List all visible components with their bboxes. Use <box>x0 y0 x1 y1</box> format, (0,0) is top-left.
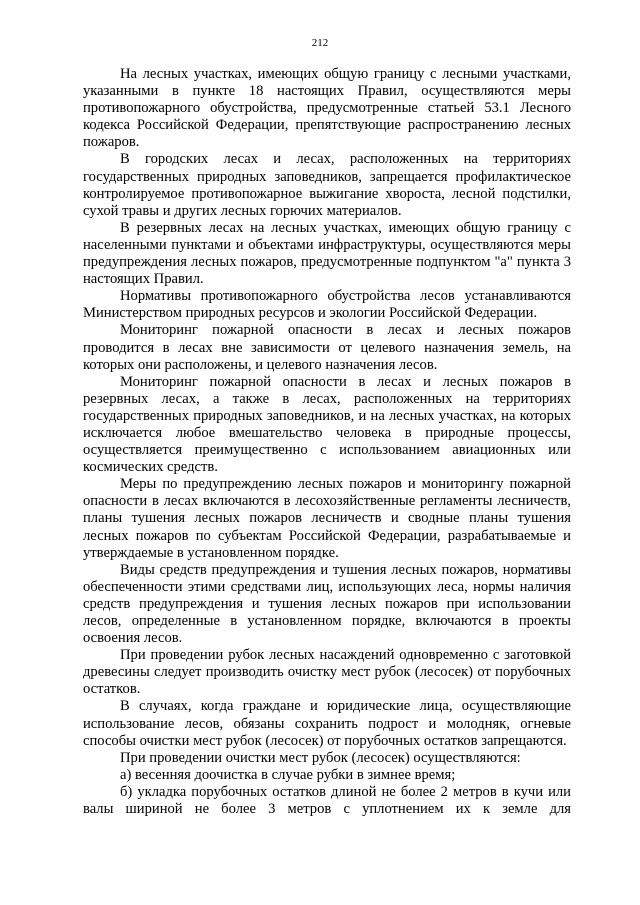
paragraph: Меры по предупреждению лесных пожаров и мониторингу пожарной опасности в лесах включаются в лесохозяйственные регламенты лесничеств, планы тушения лесных пожаров лесничеств и сводные планы тушения лесных пожаров по субъектам Российской Федерации, разрабатываемые и утверждаемые в установленном порядке. <box>83 476 571 561</box>
paragraph: В случаях, когда граждане и юридические лица, осуществляющие использование лесов, обязаны сохранить подрост и молодняк, огневые способы очистки мест рубок (лесосек) от порубочных остатков запрещаются. <box>83 698 571 749</box>
paragraph: В городских лесах и лесах, расположенных на территориях государственных природных заповедников, запрещается профилактическое контролируемое противопожарное выжигание хвороста, лесной подстилки, сухой травы и других лесных горючих материалов. <box>83 151 571 219</box>
document-body <box>83 66 571 818</box>
paragraph: При проведении рубок лесных насаждений одновременно с заготовкой древесины следует производить очистку мест рубок (лесосек) от порубочных остатков. <box>83 647 571 698</box>
paragraph: Виды средств предупреждения и тушения лесных пожаров, нормативы обеспеченности этими средствами лиц, использующих леса, нормы наличия средств предупреждения и тушения лесных пожаров при использовании лесов, определенные в установленном порядке, включаются в проекты освоения лесов. <box>83 561 571 647</box>
paragraph: На лесных участках, имеющих общую границу с лесными участками, указанными в пункте 18 настоящих Правил, осуществляются меры противопожарного обустройства, предусмотренные статьей 53.1 Лесного кодекса Российской Федерации, препятствующие распространению лесных пожаров. <box>83 66 571 151</box>
page-number: 212 <box>311 37 329 49</box>
paragraph: б) укладка порубочных остатков длиной не более 2 метров в кучи или валы шириной не более 3 метров с уплотнением их к земле для <box>83 783 571 818</box>
paragraph: В резервных лесах на лесных участках, имеющих общую границу с населенными пунктами и объектами инфраструктуры, осуществляются меры предупреждения лесных пожаров, предусмотренные подпунктом "а" пункта 3 настоящих Правил. <box>83 219 571 288</box>
paragraph: Нормативы противопожарного обустройства лесов устанавливаются Министерством природных ресурсов и экологии Российской Федерации. <box>83 288 571 322</box>
paragraph: Мониторинг пожарной опасности в лесах и лесных пожаров проводится в лесах вне зависимости от целевого назначения земель, на которых они расположены, и целевого назначения лесов. <box>83 322 571 373</box>
paragraph: Мониторинг пожарной опасности в лесах и лесных пожаров в резервных лесах, а также в лесах, расположенных на территориях государственных природных заповедников, и на лесных участках, на которых исключается любое вмешательство человека в природные процессы, осуществляется преимущественно с использованием авиационных или космических средств. <box>83 373 571 476</box>
paragraph: а) весенняя доочистка в случае рубки в зимнее время; <box>120 766 456 783</box>
paragraph: При проведении очистки мест рубок (лесосек) осуществляются: <box>120 749 521 766</box>
